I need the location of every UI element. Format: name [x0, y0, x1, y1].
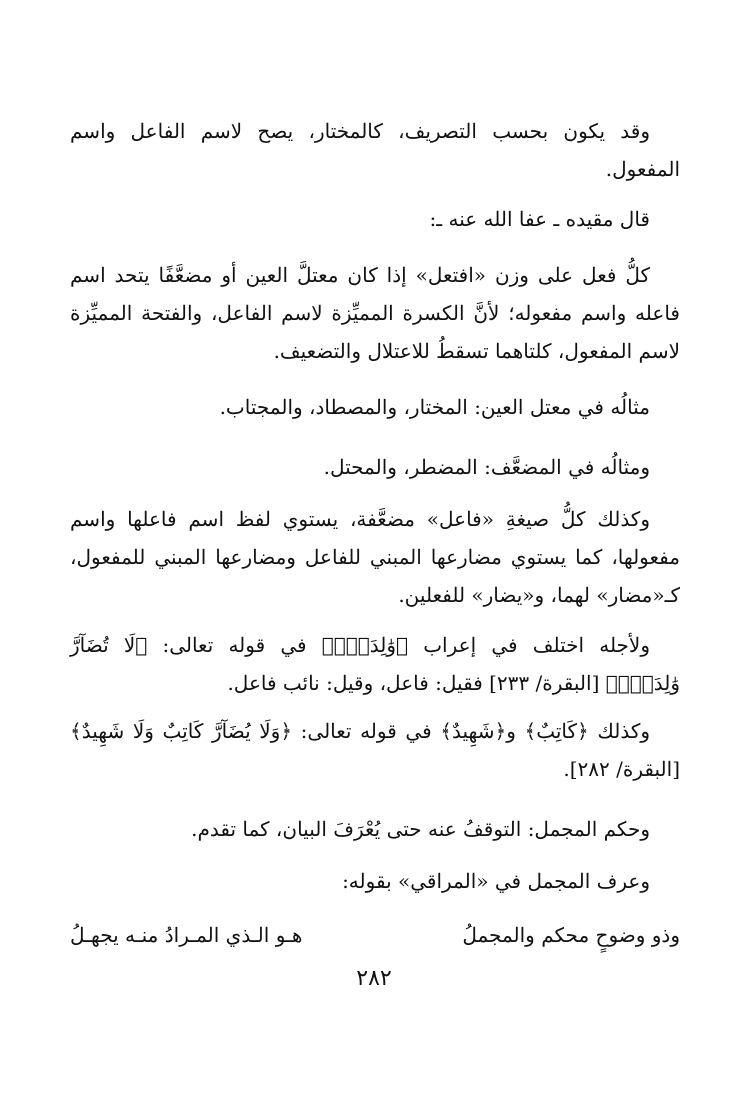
paragraph-author-note: قال مقيده ـ عفا الله عنه ـ:	[429, 207, 650, 231]
paragraph-example-doubled: ومثالُه في المضعَّف: المضطر، والمحتل.	[323, 455, 650, 479]
paragraph-mujmal-ruling: وحكم المجمل: التوقفُ عنه حتى يُعْرَفَ البيان، كما تقدم.	[191, 817, 650, 841]
verse-first-hemistich: وذو وضوحٍ محكم والمجملُ	[462, 923, 680, 947]
page-number: ٢٨٢	[356, 966, 392, 991]
poetry-verse	[70, 916, 680, 954]
verse-second-hemistich: هـو الـذي المـرادُ منـه يجهـلُ	[70, 923, 303, 947]
paragraph-iftaal-rule: كلُّ فعل على وزن «افتعل» إذا كان معتلَّ العين أو مضعَّفًا يتحد اسم فاعله واسم مفعوله؛ لأنَّ الكسرة المميِّزة لاسم الفاعل، والفتحة المميِّزة لاسم المفعول، كلتاهما تسقطُ للاعتلال والتضعيف.	[70, 263, 680, 363]
paragraph-baqarah-233: ولأجله اختلف في إعراب ﴿وَٰلِدَةٌۢ﴾ في قوله تعالى: ﴿لَا تُضَآرَّ وَٰلِدَةٌۢ﴾ [البقرة/ ٢٣٣] فقيل: فاعل، وقيل: نائب فاعل.	[70, 633, 680, 695]
paragraph-faaal-pattern: وكذلك كلُّ صيغةِ «فاعل» مضعَّفة، يستوي لفظ اسم فاعلها واسم مفعولها، كما يستوي مضارعها المبني للفاعل ومضارعها المبني للمفعول، كـ«مضار» لهما، و«يضار» للفعلين.	[70, 507, 680, 607]
paragraph-mujmal-definition: وعرف المجمل في «المراقي» بقوله:	[342, 869, 650, 893]
paragraph-example-hollow: مثالُه في معتل العين: المختار، والمصطاد، والمجتاب.	[219, 395, 650, 419]
paragraph-intro: وقد يكون بحسب التصريف، كالمختار، يصح لاسم الفاعل واسم المفعول.	[70, 119, 680, 181]
paragraph-baqarah-282: وكذلك ﴿كَاتِبٌ﴾ و﴿شَهِيدٌ﴾ في قوله تعالى: ﴿وَلَا يُضَآرَّ كَاتِبٌ وَلَا شَهِيدٌ﴾ [البقرة/ ٢٨٢].	[70, 719, 680, 781]
